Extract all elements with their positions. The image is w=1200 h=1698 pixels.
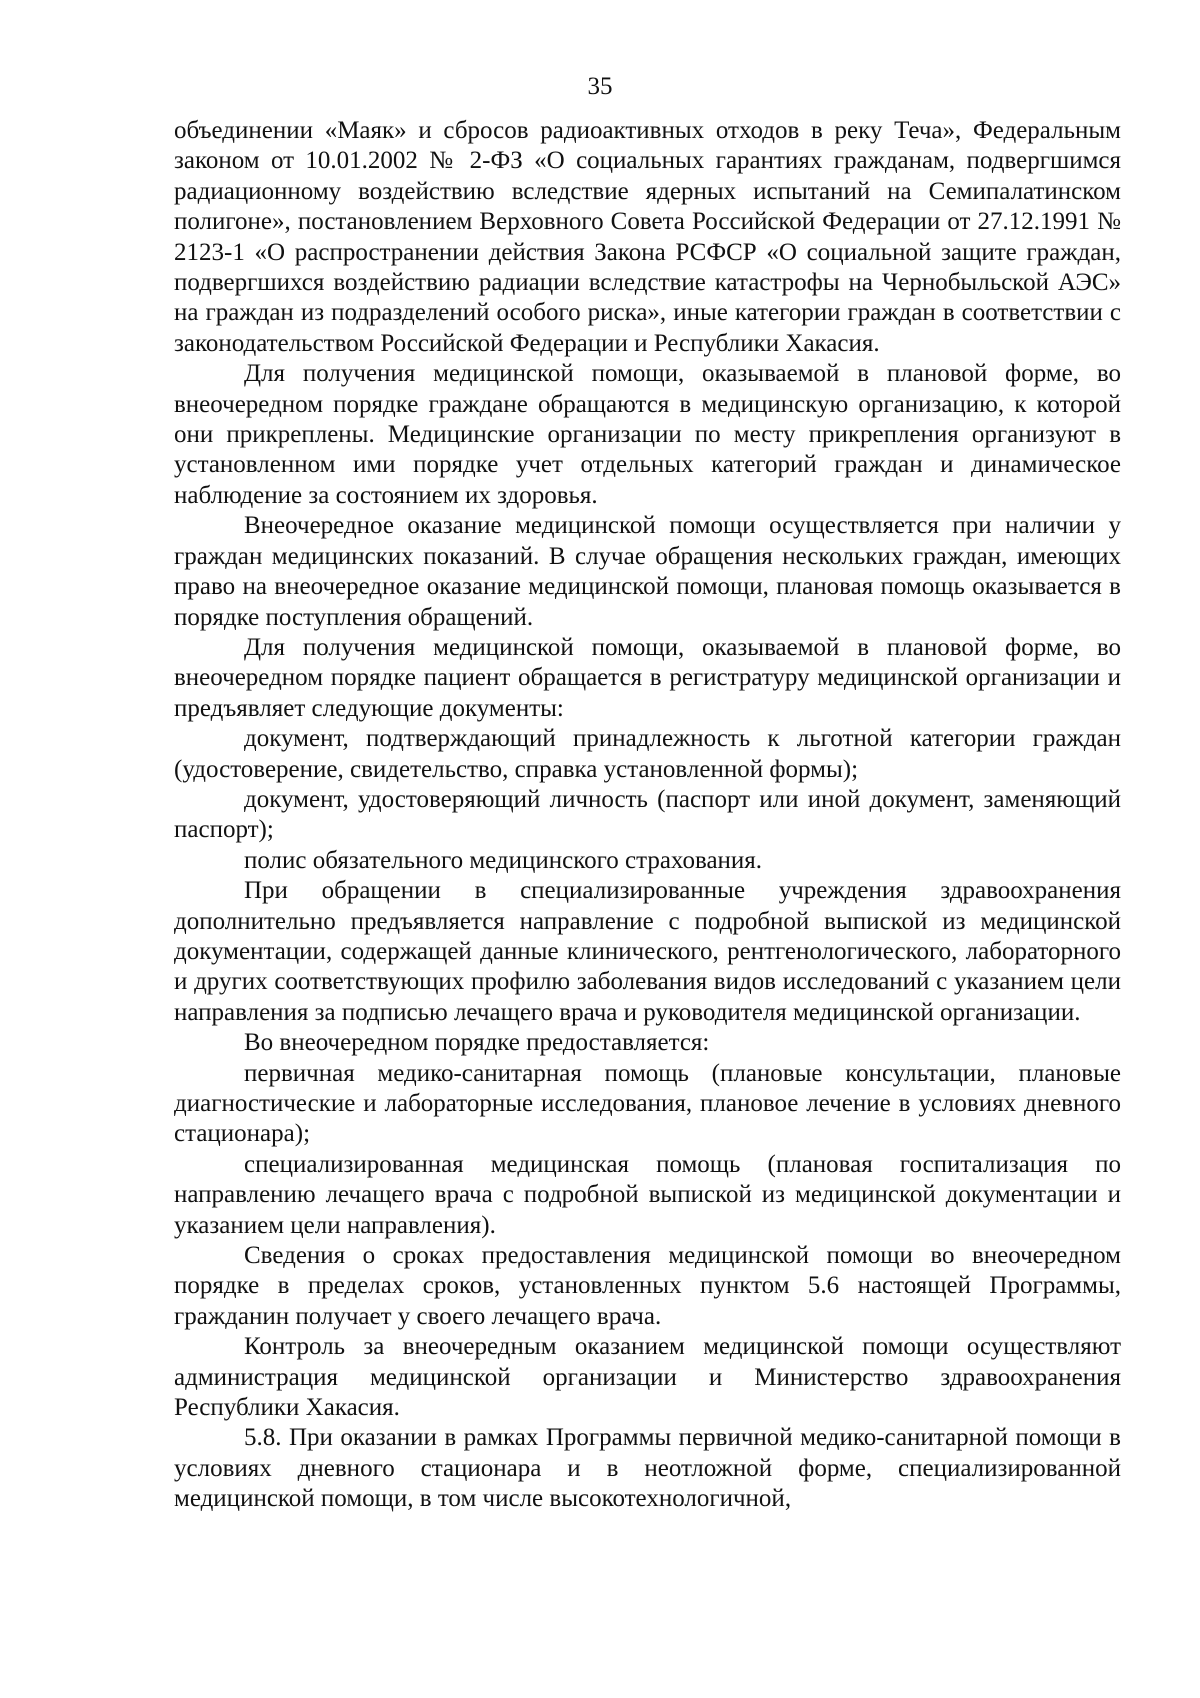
document-body <box>174 116 1121 1515</box>
list-item: документ, подтверждающий принадлежность к льготной категории граждан (удостоверение, свидетельство, справка установленной формы); <box>174 725 1121 783</box>
paragraph: Для получения медицинской помощи, оказываемой в плановой форме, во внеочередном порядке граждане обращаются в медицинскую организацию, к которой они прикреплены. Медицинские организации по месту прикрепления организуют в установленном ими порядке учет отдельных категорий граждан и динамическое наблюдение за состоянием их здоровья. <box>174 360 1121 509</box>
paragraph: При обращении в специализированные учреждения здравоохранения дополнительно предъявляется направление с подробной выпиской из медицинской документации, содержащей данные клинического, рентгенологического, лабораторного и других соответствующих профилю заболевания видов исследований с указанием цели направления за подписью лечащего врача и руководителя медицинской организации. <box>174 877 1121 1026</box>
paragraph: Внеочередное оказание медицинской помощи осуществляется при наличии у граждан медицинских показаний. В случае обращения нескольких граждан, имеющих право на внеочередное оказание медицинской помощи, плановая помощь оказывается в порядке поступления обращений. <box>174 512 1121 631</box>
list-item: первичная медико-санитарная помощь (плановые консультации, плановые диагностические и лабораторные исследования, плановое лечение в условиях дневного стационара); <box>174 1059 1121 1148</box>
paragraph: Контроль за внеочередным оказанием медицинской помощи осуществляют администрация медицинской организации и Министерство здравоохранения Республики Хакасия. <box>174 1333 1121 1422</box>
paragraph: Сведения о сроках предоставления медицинской помощи во внеочередном порядке в пределах сроков, установленных пунктом 5.6 настоящей Программы, гражданин получает у своего лечащего врача. <box>174 1242 1121 1330</box>
list-item: документ, удостоверяющий личность (паспорт или иной документ, заменяющий паспорт); <box>174 785 1121 844</box>
list-item: полис обязательного медицинского страхования. <box>244 846 763 874</box>
paragraph: объединении «Маяк» и сбросов радиоактивных отходов в реку Теча», Федеральным законом от 10.01.2002 № 2-ФЗ «О социальных гарантиях гражданам, подвергшимся радиационному воздействию вследствие ядерных испытаний на Семипалатинском полигоне», постановлением Верховного Совета Российской Федерации от 27.12.1991 № 2123-1 «О распространении действия Закона РСФСР «О социальной защите граждан, подвергшихся воздействию радиации вследствие катастрофы на Чернобыльской АЭС» на граждан из подразделений особого риска», иные категории граждан в соответствии с законодательством Российской Федерации и Республики Хакасия. <box>174 117 1121 357</box>
page-number: 35 <box>587 73 613 100</box>
paragraph: 5.8. При оказании в рамках Программы первичной медико-санитарной помощи в условиях дневного стационара и в неотложной форме, специализированной медицинской помощи, в том числе высокотехнологичной, <box>174 1424 1121 1513</box>
paragraph: Для получения медицинской помощи, оказываемой в плановой форме, во внеочередном порядке пациент обращается в регистратуру медицинской организации и предъявляет следующие документы: <box>174 633 1121 722</box>
list-item: специализированная медицинская помощь (плановая госпитализация по направлению лечащего врача с подробной выпиской из медицинской документации и указанием цели направления). <box>174 1150 1121 1239</box>
paragraph: Во внеочередном порядке предоставляется: <box>244 1029 710 1057</box>
